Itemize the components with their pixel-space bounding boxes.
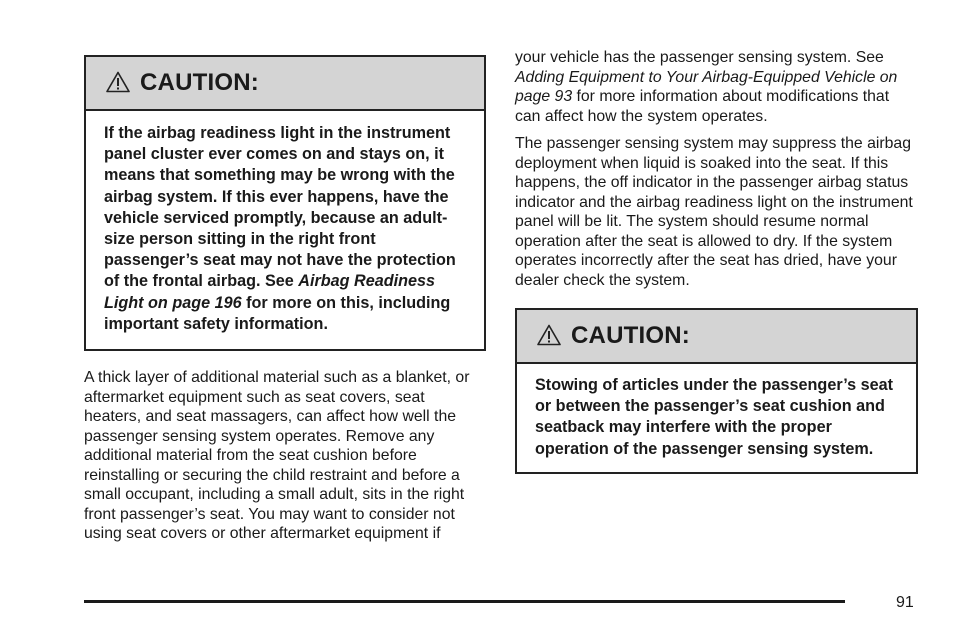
warning-triangle-icon (537, 324, 563, 348)
paragraph-liquid-soaked-seat: The passenger sensing system may suppress the airbag deployment when liquid is soaked into the seat. If this happens, the off indicator in the passenger airbag status indicator and the airbag readiness light on the instrument panel will be lit. The system should resume normal operation after the seat is allowed to dry. If the system operates incorrectly after the seat has dried, have your dealer check the system. (515, 135, 913, 289)
caution-title: CAUTION: (571, 322, 690, 349)
cross-reference-airbag-readiness-light: Airbag Readiness Light on page 196 (104, 272, 436, 312)
cross-reference-adding-equipment: Adding Equipment to Your Airbag-Equipped Vehicle on page 93 (515, 68, 898, 105)
paragraph-text: your vehicle has the passenger sensing system. See (515, 49, 884, 66)
caution-body (86, 111, 484, 349)
caution-text-continued: for more on this, including important safety information. (104, 293, 451, 333)
warning-triangle-icon (106, 71, 132, 95)
caution-text: If the airbag readiness light in the instrument panel cluster ever comes on and stays on, it means that something may be wrong with the airbag system. If this ever happens, have the vehicle serviced promptly, because an adult-size person sitting in the right front passenger’s seat may not have the protection of the frontal airbag. See (104, 124, 456, 291)
footer-rule (84, 600, 845, 603)
caution-box-stowing-articles (515, 308, 918, 474)
page-number: 91 (896, 594, 914, 611)
caution-title: CAUTION: (140, 69, 259, 96)
caution-header (86, 57, 484, 111)
paragraph-adding-equipment (515, 48, 918, 126)
right-column (515, 48, 918, 474)
caution-body: Stowing of articles under the passenger’s seat or between the passenger’s seat cushion and seatback may interfere with the proper operation of the passenger sensing system. (535, 376, 894, 458)
left-column (84, 55, 486, 544)
caution-box-airbag-readiness (84, 55, 486, 351)
paragraph-additional-material: A thick layer of additional material such as a blanket, or aftermarket equipment such as seat covers, seat heaters, and seat massagers, can affect how well the passenger sensing system operates. Remove any additional material from the seat cushion before reinstalling or securing the child restraint and before a small occupant, including a small adult, sits in the right front passenger’s seat. You may want to consider not using seat covers or other aftermarket equipment if (84, 369, 470, 543)
paragraph-text-continued: for more information about modifications that can affect how the system operates. (515, 88, 890, 125)
caution-header (517, 310, 916, 364)
